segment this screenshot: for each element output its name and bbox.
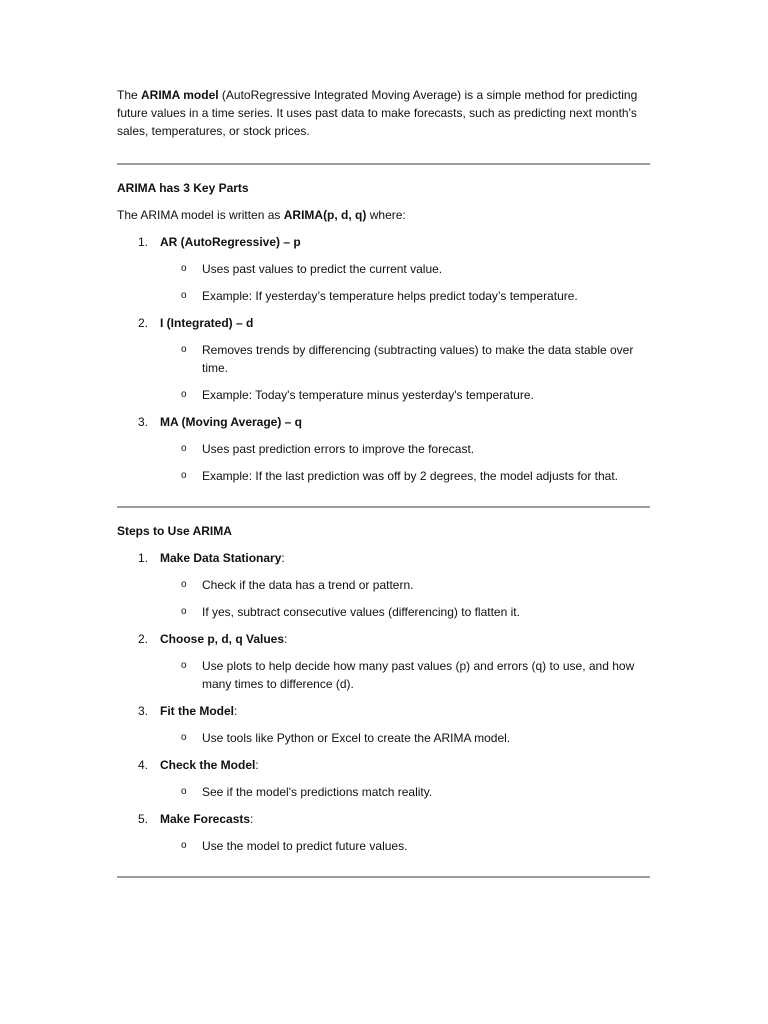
horizontal-rule — [117, 876, 650, 878]
hollow-bullet-icon: o — [181, 470, 187, 481]
sub-list — [117, 260, 650, 305]
horizontal-rule — [117, 506, 650, 508]
horizontal-rule — [117, 163, 650, 165]
sub-item-text: Use plots to help decide how many past values (p) and errors (q) to use, and how many times to difference (d). — [202, 659, 635, 691]
item-colon: : — [284, 632, 288, 646]
sub-item-text: Example: If the last prediction was off by 2 degrees, the model adjusts for that. — [202, 469, 619, 483]
sub-list-item — [117, 603, 650, 621]
numbered-item — [117, 810, 650, 828]
hollow-bullet-icon: o — [181, 840, 187, 851]
sub-list-item — [117, 657, 650, 693]
sub-item-text: Removes trends by differencing (subtracting values) to make the data stable over time. — [202, 343, 634, 375]
sub-list-item — [117, 386, 650, 404]
item-title: I (Integrated) – d — [160, 316, 254, 330]
section-lead — [117, 206, 650, 224]
hollow-bullet-icon: o — [181, 786, 187, 797]
sub-list — [117, 657, 650, 693]
sub-list-item — [117, 837, 650, 855]
hollow-bullet-icon: o — [181, 660, 187, 671]
sub-item-text: If yes, subtract consecutive values (differencing) to flatten it. — [202, 605, 520, 619]
item-title: Check the Model — [160, 758, 256, 772]
intro-paragraph — [117, 86, 650, 140]
item-number: 5. — [138, 812, 149, 826]
sub-list-item — [117, 729, 650, 747]
sub-item-text: Use the model to predict future values. — [202, 839, 408, 853]
hollow-bullet-icon: o — [181, 389, 187, 400]
sub-item-text: Example: Today's temperature minus yesterday's temperature. — [202, 388, 534, 402]
sub-list — [117, 783, 650, 801]
sub-list — [117, 837, 650, 855]
intro-text: (AutoRegressive Integrated Moving Average) is a simple method for predicting future values in a time series. It uses past data to make forecasts, such as predicting next month's sales, temperatures, or stock prices. — [117, 88, 638, 138]
intro-prefix: The — [117, 88, 142, 102]
lead-suffix: where: — [366, 208, 406, 222]
item-number: 1. — [138, 235, 149, 249]
item-title: AR (AutoRegressive) – p — [160, 235, 301, 249]
item-title: MA (Moving Average) – q — [160, 415, 303, 429]
intro-bold-term: ARIMA model — [141, 88, 219, 102]
item-title: Fit the Model — [160, 704, 234, 718]
document-body — [117, 86, 650, 878]
hollow-bullet-icon: o — [181, 579, 187, 590]
sub-list-item — [117, 341, 650, 377]
sub-list-item — [117, 287, 650, 305]
sub-item-text: Uses past prediction errors to improve the forecast. — [202, 442, 475, 456]
item-colon: : — [250, 812, 254, 826]
item-colon: : — [234, 704, 238, 718]
section-heading-key-parts: ARIMA has 3 Key Parts — [117, 181, 249, 195]
item-colon: : — [281, 551, 285, 565]
sub-list-item — [117, 576, 650, 594]
sub-list-item — [117, 783, 650, 801]
numbered-item — [117, 702, 650, 720]
numbered-item — [117, 756, 650, 774]
hollow-bullet-icon: o — [181, 344, 187, 355]
item-number: 4. — [138, 758, 149, 772]
numbered-item — [117, 314, 650, 332]
numbered-item — [117, 630, 650, 648]
lead-formula: ARIMA(p, d, q) — [283, 208, 367, 222]
sub-list — [117, 440, 650, 485]
hollow-bullet-icon: o — [181, 263, 187, 274]
item-number: 2. — [138, 632, 149, 646]
item-number: 3. — [138, 704, 149, 718]
lead-prefix: The ARIMA model is written as — [117, 208, 284, 222]
item-title: Make Forecasts — [160, 812, 251, 826]
sub-item-text: Check if the data has a trend or pattern. — [202, 578, 414, 592]
numbered-item — [117, 413, 650, 431]
sub-item-text: Uses past values to predict the current value. — [202, 262, 443, 276]
item-title: Choose p, d, q Values — [160, 632, 285, 646]
sub-list — [117, 576, 650, 621]
sub-list-item — [117, 440, 650, 458]
item-number: 2. — [138, 316, 149, 330]
sub-item-text: Example: If yesterday’s temperature helps predict today’s temperature. — [202, 289, 578, 303]
sub-item-text: See if the model's predictions match reality. — [202, 785, 433, 799]
sub-list — [117, 341, 650, 404]
sub-list-item — [117, 260, 650, 278]
item-number: 1. — [138, 551, 149, 565]
section-heading-steps: Steps to Use ARIMA — [117, 524, 232, 538]
item-colon: : — [255, 758, 259, 772]
numbered-item — [117, 549, 650, 567]
sub-list — [117, 729, 650, 747]
item-title: Make Data Stationary — [160, 551, 282, 565]
sub-item-text: Use tools like Python or Excel to create the ARIMA model. — [202, 731, 511, 745]
hollow-bullet-icon: o — [181, 443, 187, 454]
sub-list-item — [117, 467, 650, 485]
hollow-bullet-icon: o — [181, 732, 187, 743]
numbered-item — [117, 233, 650, 251]
item-number: 3. — [138, 415, 149, 429]
hollow-bullet-icon: o — [181, 290, 187, 301]
hollow-bullet-icon: o — [181, 606, 187, 617]
